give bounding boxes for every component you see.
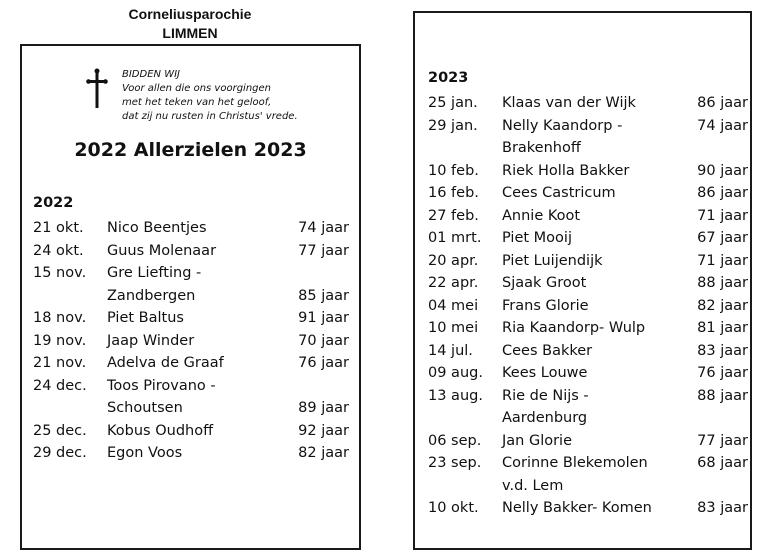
- list-item: [428, 497, 748, 520]
- entry-name: Nelly Kaandorp -: [502, 117, 623, 134]
- entry-age: 76 jaar: [298, 355, 349, 371]
- entry-age: 90 jaar: [697, 162, 748, 179]
- entry-date: 22 apr.: [428, 275, 479, 291]
- entry-name: Corinne Blekemolen: [502, 455, 648, 471]
- entry-name: Sjaak Groot: [502, 275, 587, 291]
- entry-date: 19 nov.: [33, 332, 87, 349]
- parish-name: Corneliusparochie: [128, 6, 252, 22]
- entry-age: 71 jaar: [697, 252, 748, 269]
- card-2023: [413, 11, 752, 550]
- list-item: [428, 92, 748, 115]
- entry-age: 89 jaar: [298, 400, 349, 416]
- list-item: [428, 340, 748, 363]
- year-heading-2022: 2022: [33, 195, 74, 211]
- list-item: [428, 430, 748, 453]
- entry-date: 10 okt.: [428, 500, 479, 516]
- entry-date: 10 feb.: [428, 162, 479, 179]
- list-item: [33, 420, 353, 443]
- prayer-line: BIDDEN WIJ: [122, 69, 180, 80]
- entry-name: Frans Glorie: [502, 297, 589, 314]
- entry-date: 10 mei: [428, 320, 479, 336]
- entry-date: 25 jan.: [428, 95, 478, 111]
- entry-date: 09 aug.: [428, 365, 483, 381]
- entry-date: 18 nov.: [33, 310, 87, 326]
- list-item: [33, 262, 353, 307]
- prayer-line: met het teken van het geloof,: [122, 97, 272, 108]
- entry-name: Cees Bakker: [502, 342, 593, 359]
- entry-date: 20 apr.: [428, 252, 479, 269]
- list-item: [428, 452, 748, 497]
- entry-name: Jaap Winder: [107, 332, 195, 349]
- entry-age: 71 jaar: [697, 207, 748, 224]
- prayer-line: Voor allen die ons voorgingen: [122, 83, 272, 94]
- entry-age: 77 jaar: [298, 242, 349, 259]
- entry-name: Kobus Oudhoff: [107, 422, 214, 439]
- entry-date: 23 sep.: [428, 455, 482, 471]
- prayer-line: dat zij nu rusten in Christus' vrede.: [122, 111, 298, 122]
- entry-name-continued: Zandbergen: [107, 287, 196, 304]
- entry-name-continued: v.d. Lem: [502, 477, 564, 494]
- entry-age: 88 jaar: [697, 387, 748, 404]
- entry-name: Gre Liefting -: [107, 265, 202, 281]
- list-2023: [428, 92, 748, 520]
- entry-name: Nelly Bakker- Komen: [502, 500, 652, 516]
- list-item: [33, 307, 353, 330]
- entry-name: Rie de Nijs -: [502, 387, 589, 404]
- entry-name-continued: Brakenhoff: [502, 140, 581, 156]
- entry-name: Annie Koot: [502, 207, 581, 224]
- list-item: [428, 160, 748, 183]
- entry-name: Ria Kaandorp- Wulp: [502, 320, 646, 336]
- entry-age: 81 jaar: [697, 320, 748, 336]
- entry-date: 21 nov.: [33, 355, 87, 371]
- list-item: [33, 240, 353, 263]
- entry-name: Piet Luijendijk: [502, 252, 603, 269]
- entry-date: 13 aug.: [428, 387, 483, 404]
- list-item: [428, 295, 748, 318]
- entry-date: 25 dec.: [33, 422, 87, 439]
- entry-age: 88 jaar: [697, 275, 748, 291]
- list-item: [428, 227, 748, 250]
- entry-name: Kees Louwe: [502, 365, 588, 381]
- entry-date: 24 dec.: [33, 377, 87, 394]
- entry-name: Klaas van der Wijk: [502, 95, 636, 111]
- list-item: [428, 115, 748, 160]
- entry-name: Piet Mooij: [502, 230, 572, 246]
- entry-name: Riek Holla Bakker: [502, 162, 630, 179]
- entry-date: 06 sep.: [428, 432, 482, 449]
- entry-date: 16 feb.: [428, 185, 479, 201]
- entry-name: Nico Beentjes: [107, 220, 207, 236]
- entry-date: 27 feb.: [428, 207, 479, 224]
- list-item: [428, 250, 748, 273]
- entry-age: 82 jaar: [697, 297, 748, 314]
- entry-age: 67 jaar: [697, 230, 748, 246]
- entry-name: Guus Molenaar: [107, 242, 217, 259]
- page-title: 2022 Allerzielen 2023: [74, 139, 307, 161]
- entry-age: 86 jaar: [697, 95, 748, 111]
- place-name: LIMMEN: [162, 25, 218, 41]
- entry-name-continued: Schoutsen: [107, 400, 183, 416]
- entry-age: 85 jaar: [298, 287, 349, 304]
- list-item: [33, 352, 353, 375]
- list-item: [428, 182, 748, 205]
- list-item: [428, 385, 748, 430]
- entry-date: 24 okt.: [33, 242, 84, 259]
- entry-age: 77 jaar: [697, 432, 748, 449]
- list-2022: [33, 217, 353, 465]
- entry-age: 83 jaar: [697, 500, 748, 516]
- entry-date: 01 mrt.: [428, 230, 482, 246]
- year-heading-2023: 2023: [428, 70, 469, 86]
- list-item: [33, 442, 353, 465]
- entry-name-continued: Aardenburg: [502, 410, 588, 426]
- entry-age: 70 jaar: [298, 332, 349, 349]
- entry-age: 83 jaar: [697, 342, 748, 359]
- entry-age: 76 jaar: [697, 365, 748, 381]
- list-item: [33, 375, 353, 420]
- entry-date: 29 dec.: [33, 445, 87, 461]
- entry-age: 86 jaar: [697, 185, 748, 201]
- list-item: [33, 330, 353, 353]
- entry-name: Piet Baltus: [107, 310, 184, 326]
- list-item: [428, 362, 748, 385]
- entry-name: Jan Glorie: [502, 432, 573, 449]
- prayer-text: [122, 68, 382, 124]
- list-item: [428, 205, 748, 228]
- entry-age: 92 jaar: [298, 422, 349, 439]
- list-item: [428, 272, 748, 295]
- entry-age: 82 jaar: [298, 445, 349, 461]
- card-2022: [20, 44, 361, 550]
- entry-date: 14 jul.: [428, 342, 473, 359]
- entry-date: 15 nov.: [33, 265, 87, 281]
- entry-name: Adelva de Graaf: [107, 355, 224, 371]
- entry-name: Toos Pirovano -: [107, 377, 216, 394]
- list-item: [33, 217, 353, 240]
- entry-date: 04 mei: [428, 297, 479, 314]
- entry-date: 21 okt.: [33, 220, 84, 236]
- entry-age: 91 jaar: [298, 310, 349, 326]
- entry-age: 74 jaar: [697, 117, 748, 134]
- entry-name: Cees Castricum: [502, 185, 616, 201]
- cross-icon: [86, 68, 108, 110]
- entry-date: 29 jan.: [428, 117, 478, 134]
- list-item: [428, 317, 748, 340]
- entry-age: 74 jaar: [298, 220, 349, 236]
- entry-age: 68 jaar: [697, 455, 748, 471]
- entry-name: Egon Voos: [107, 445, 183, 461]
